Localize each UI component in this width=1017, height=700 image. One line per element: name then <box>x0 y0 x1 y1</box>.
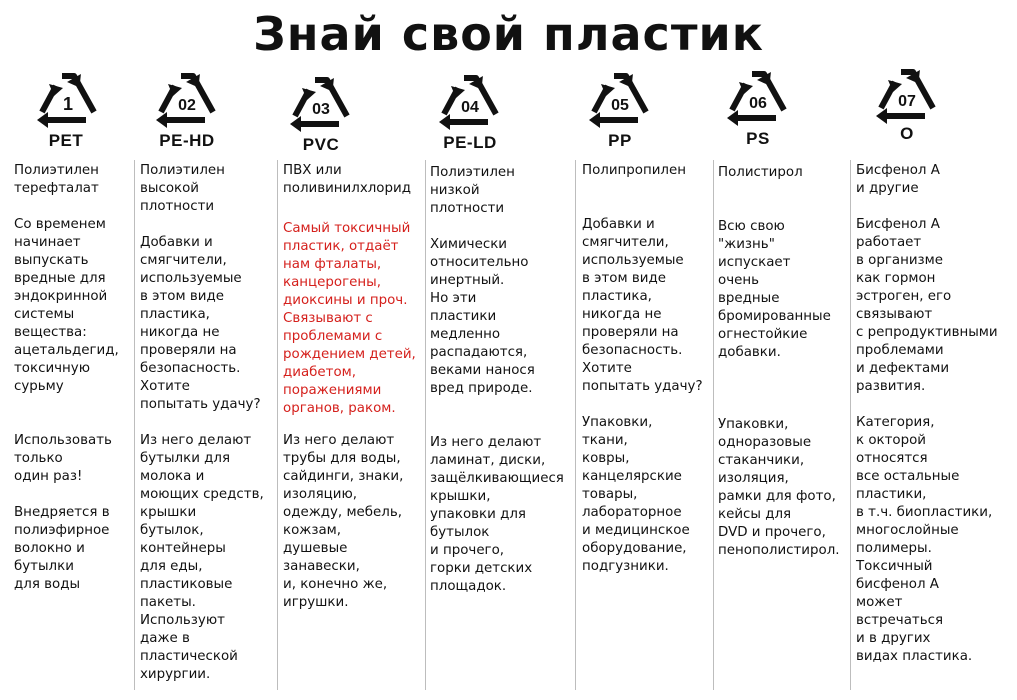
plastic-abbr: PP <box>608 131 632 150</box>
plastic-abbr: PE-LD <box>443 133 497 152</box>
plastic-description: Всю свою "жизнь" испускает очень вредные бромированные огнестойкие добавки. <box>718 219 831 360</box>
column-divider <box>850 160 851 690</box>
plastic-abbr: PE-HD <box>159 131 215 150</box>
plastic-abbr: PS <box>746 129 770 148</box>
plastic-description: Добавки и смягчители, используемые в этом виде пластика, никогда не проверяли на безопасность. Хотите попытать удачу? <box>582 217 703 394</box>
plastic-uses: Упаковки, одноразовые стаканчики, изоляция, рамки для фото, кейсы для DVD и прочего, пенополистирол. <box>718 417 840 558</box>
recycle-triangle-icon <box>287 72 355 134</box>
column-divider <box>134 160 135 690</box>
plastic-name: Бисфенол А и другие <box>856 163 940 196</box>
plastic-name: Полипропилен <box>582 163 686 178</box>
plastic-uses: Из него делают трубы для воды, сайдинги, знаки, изоляцию, одежду, мебель, кожзам, душевые занавески, и, конечно же, игрушки. <box>283 433 404 610</box>
svg-text:05: 05 <box>611 97 629 114</box>
recycle-triangle-icon <box>153 68 221 130</box>
plastic-name: Полиэтилен низкой плотности <box>430 165 515 216</box>
svg-text:03: 03 <box>312 101 330 118</box>
recycle-triangle-icon <box>724 66 792 128</box>
column-divider <box>713 160 714 690</box>
column-divider <box>425 160 426 690</box>
plastic-abbr: O <box>900 124 914 143</box>
svg-text:07: 07 <box>898 93 916 110</box>
plastic-description: Химически относительно инертный. Но эти пластики медленно распадаются, веками нанося вред природе. <box>430 237 535 396</box>
column-divider <box>575 160 576 690</box>
plastic-uses: Категория, к окторой относятся все остальные пластики, в т.ч. биопластики, многослойные полимеры. Токсичный бисфенол А может встречаться и в других видах пластика. <box>856 415 993 664</box>
recycle-triangle-icon <box>436 70 504 132</box>
plastic-uses: Внедряется в полиэфирное волокно и бутылки для воды <box>14 505 110 592</box>
svg-text:06: 06 <box>749 95 767 112</box>
plastic-description: Добавки и смягчители, используемые в этом виде пластика, никогда не проверяли на безопасность. Хотите попытать удачу? <box>140 235 261 412</box>
page-title: Знай свой пластик <box>253 7 764 61</box>
plastic-description: Бисфенол А работает в организме как гормон эстроген, его связывают с репродуктивными проблемами и дефектами развития. <box>856 217 998 394</box>
plastic-warning: Самый токсичный пластик, отдаёт нам фталаты, канцерогены, диоксины и проч. Связывают с проблемами с рождением детей, диабетом, поражениями органов, раком. <box>283 221 416 416</box>
recycle-triangle-icon <box>873 64 941 126</box>
plastic-abbr: PET <box>48 131 84 150</box>
plastic-name: Полиэтилен высокой плотности <box>140 163 225 214</box>
svg-text:02: 02 <box>178 97 196 114</box>
svg-text:04: 04 <box>461 99 479 116</box>
recycle-triangle-icon <box>586 68 654 130</box>
recycle-triangle-icon <box>34 68 102 130</box>
plastic-uses: Из него делают ламинат, диски, защёлкивающиеся крышки, упаковки для бутылок и прочего, горки детских площадок. <box>430 435 564 594</box>
plastic-uses: Из него делают бутылки для молока и моющих средств, крышки бутылок, контейнеры для еды, пластиковые пакеты. Используют даже в пластической хирургии. <box>140 433 264 682</box>
plastic-abbr: PVC <box>302 135 340 154</box>
plastic-name: Полиэтилен терефталат <box>14 163 99 196</box>
plastic-uses: Упаковки, ткани, ковры, канцелярские товары, лабораторное и медицинское оборудование, подгузники. <box>582 415 690 574</box>
plastic-name: Полистирол <box>718 165 803 180</box>
svg-text:1: 1 <box>62 94 74 114</box>
column-divider <box>277 160 278 690</box>
plastic-description: Со временем начинает выпускать вредные для эндокринной системы вещества: ацетальдегид, токсичную сурьму <box>14 217 119 394</box>
plastic-name: ПВХ или поливинилхлорид <box>283 163 411 196</box>
plastic-advice: Использовать только один раз! <box>14 433 112 484</box>
